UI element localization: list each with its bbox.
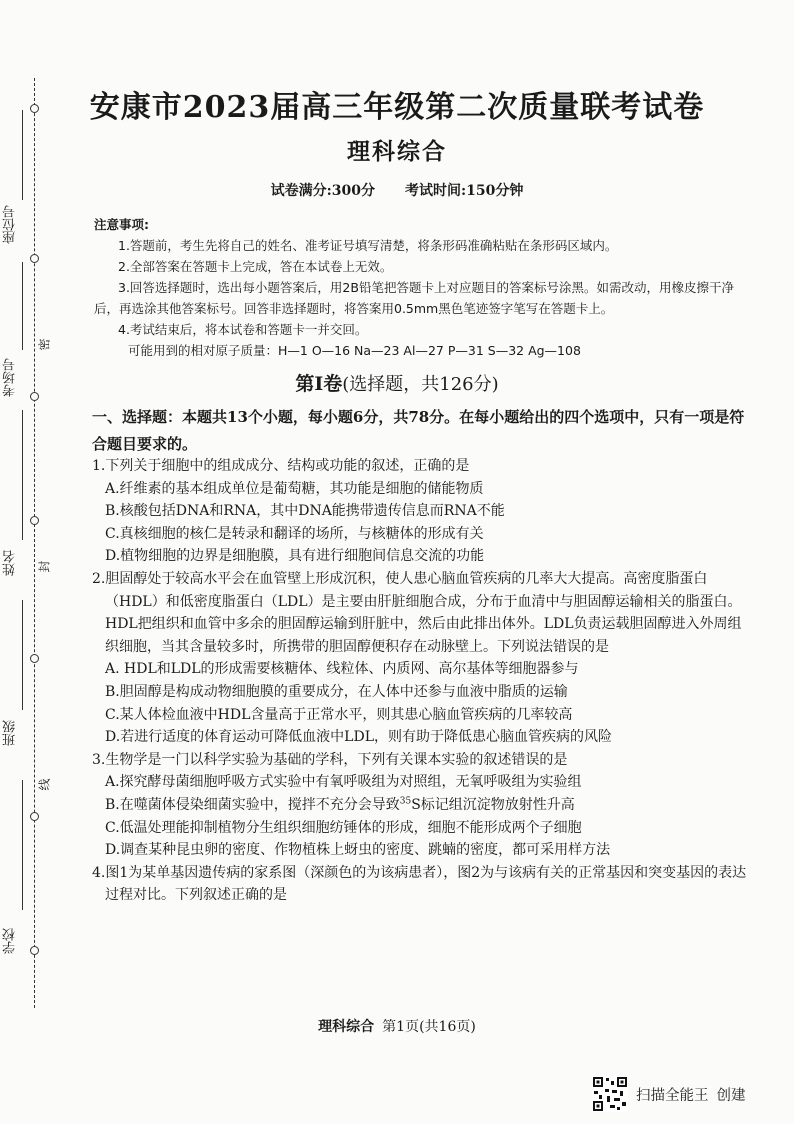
option-b-text: B.在噬菌体侵染细菌实验中，搅拌不充分会导致 [105, 796, 400, 813]
binding-hole [30, 254, 39, 263]
option-b [92, 794, 752, 817]
question-3 [92, 749, 752, 862]
option-a: A. HDL和LDL的形成需要核糖体、线粒体、内质网、高尔基体等细胞器参与 [105, 661, 579, 678]
option-b: B.核酸包括DNA和RNA，其中DNA能携带遗传信息而RNA不能 [105, 503, 505, 520]
part-instructions: 一、选择题：本题共13个小题，每小题6分，共78分。在每小题给出的四个选项中，只有一项是符合题目要求的。 [92, 408, 745, 453]
seal-mark-mi: 密 [37, 338, 52, 351]
seal-mark-feng: 封 [37, 560, 52, 573]
notice-title: 注意事项: [94, 217, 149, 232]
full-score: 试卷满分:300分 [270, 183, 375, 199]
exam-title: 安康市2023届高三年级第二次质量联考试卷 [89, 90, 705, 125]
notice-item: 3.回答选择题时，选出每小题答案后，用2B铅笔把答题卡上对应题目的答案标号涂黑。如需改动，用橡皮擦干净后，再选涂其他答案标号。回答非选择题时，将答案用0.5mm黑色笔迹签字笔写在答题卡上。 [94, 280, 734, 316]
page-footer [0, 1016, 794, 1036]
exam-meta [0, 180, 794, 200]
section-name: 第Ⅰ卷 [295, 373, 343, 395]
question-stem: 1.下列关于细胞中的组成成分、结构或功能的叙述，正确的是 [92, 458, 470, 474]
question-stem: 3.生物学是一门以科学实验为基础的学科，下列有关课本实验的叙述错误的是 [92, 751, 568, 768]
notice-block [94, 214, 744, 361]
binding-hole [30, 946, 39, 955]
option-d: D.调查某种昆虫卵的密度、作物植株上蚜虫的密度、跳蝻的密度，都可采用样方法 [105, 842, 611, 859]
subject-title: 理科综合 [347, 138, 447, 165]
school-label: 学校 [3, 928, 18, 954]
question-stem: 2.胆固醇处于较高水平会在血管壁上形成沉积，使人患心脑血管疾病的几率大大提高。高密度脂蛋白（HDL）和低密度脂蛋白（LDL）是主要由肝脏细胞合成，分布于血清中与胆固醇运输相关的脂蛋白。HDL把组织和血管中多余的胆固醇运输到肝脏中，然后由此排出体外。LDL负责运载胆固醇进入外周组织细胞，当其含量较多时，所携带的胆固醇便积存在动脉壁上。下列说法错误的是 [92, 570, 742, 655]
class-label: 班级 [3, 720, 18, 746]
binding-hole [30, 812, 39, 821]
footer-page: 第1页(共16页) [382, 1019, 476, 1035]
school-blank [22, 780, 23, 910]
option-d: D.植物细胞的边界是细胞膜，具有进行细胞间信息交流的功能 [105, 548, 485, 565]
class-blank [22, 600, 23, 710]
question-1 [92, 455, 752, 568]
qr-code-icon [592, 1076, 628, 1112]
name-label: 姓名 [3, 550, 18, 576]
footer-subject: 理科综合 [318, 1019, 375, 1035]
option-d: D.若进行适度的体育运动可降低血液中LDL，则有助于降低患心脑血管疾病的风险 [105, 729, 612, 746]
notice-item: 4.考试结束后，将本试卷和答题卡一并交回。 [118, 322, 368, 337]
question-list [92, 455, 752, 907]
scanner-watermark [592, 1075, 746, 1113]
binding-hole [30, 654, 39, 663]
seat-label: 座位号 [3, 205, 18, 244]
option-b: B.胆固醇是构成动物细胞膜的重要成分，在人体中还参与血液中脂质的运输 [105, 683, 568, 700]
option-c: C.真核细胞的核仁是转录和翻译的场所，与核糖体的形成有关 [105, 525, 484, 542]
binding-hole [30, 516, 39, 525]
binding-dashed-line [34, 78, 35, 1008]
scanner-app-name: 扫描全能王 [636, 1087, 709, 1104]
option-a: A.纤维素的基本组成单位是葡萄糖，其功能是细胞的储能物质 [105, 480, 484, 497]
option-a: A.探究酵母菌细胞呼吸方式实验中有氧呼吸组为对照组，无氧呼吸组为实验组 [105, 774, 582, 791]
exam-room-label: 考场号 [3, 358, 18, 397]
question-2 [92, 568, 752, 749]
exam-room-blank [22, 262, 23, 350]
notice-item: 2.全部答案在答题卡上完成，答在本试卷上无效。 [118, 259, 393, 274]
isotope-mass: 35 [399, 796, 412, 807]
exam-time: 考试时间:150分钟 [405, 183, 524, 199]
option-c: C.某人体检血液中HDL含量高于正常水平，则其患心脑血管疾病的几率较高 [105, 706, 573, 723]
seal-mark-xian: 线 [37, 778, 52, 791]
atomic-masses: 可能用到的相对原子质量：H—1 O—16 Na—23 Al—27 P—31 S—32 Ag—108 [128, 343, 581, 358]
name-blank [22, 410, 23, 540]
scanner-action: 创建 [716, 1087, 746, 1104]
question-stem: 4.图1为某单基因遗传病的家系图（深颜色的为该病患者），图2为与该病有关的正常基因和突变基因的表达过程对比。下列叙述正确的是 [92, 864, 747, 904]
option-c: C.低温处理能抑制植物分生组织细胞纺锤体的形成，细胞不能形成两个子细胞 [105, 819, 582, 836]
section-desc: (选择题，共126分) [342, 374, 499, 395]
option-b-rest: S标记组沉淀物放射性升高 [411, 796, 575, 813]
question-4 [92, 862, 752, 907]
section-heading [0, 369, 794, 396]
notice-item: 1.答题前，考生先将自己的姓名、准考证号填写清楚，将条形码准确粘贴在条形码区域内。 [118, 238, 618, 253]
